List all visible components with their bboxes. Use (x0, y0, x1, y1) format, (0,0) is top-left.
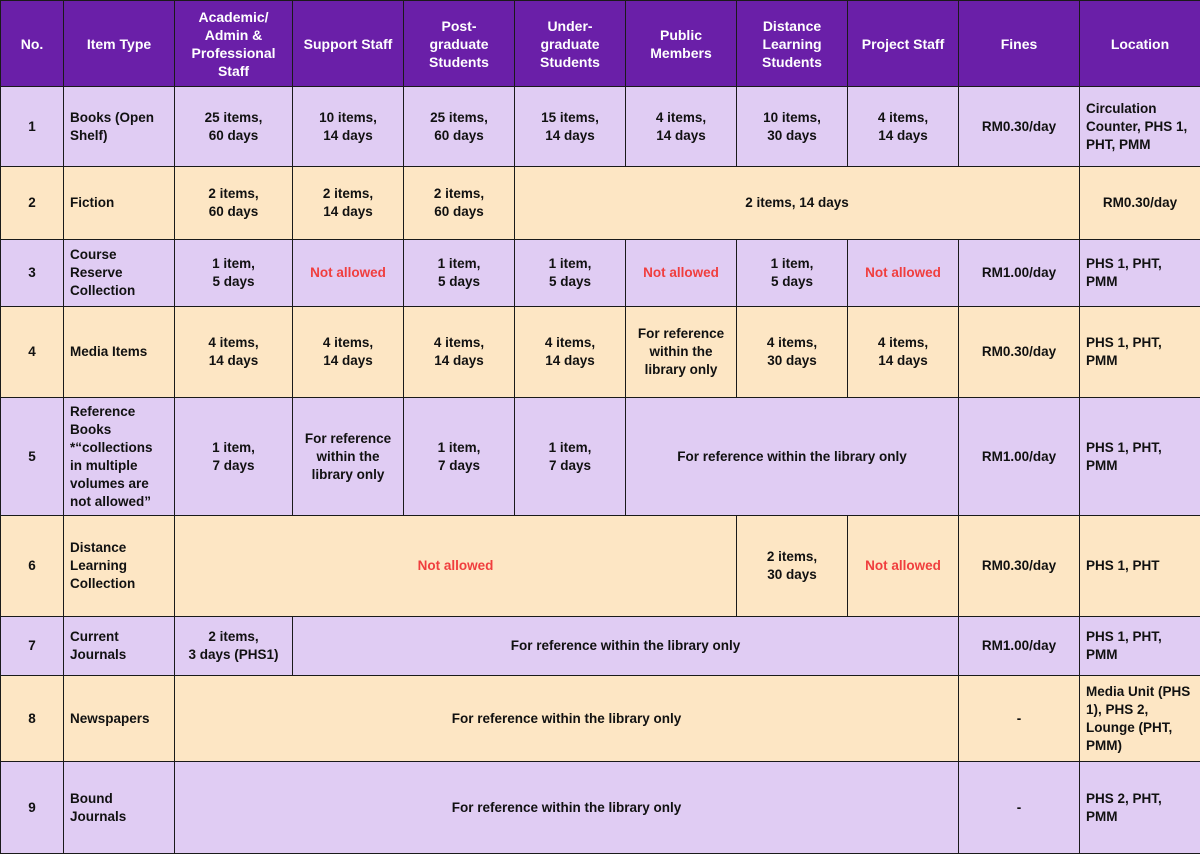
cell-academic: 1 item, 7 days (175, 398, 293, 516)
header-support-staff: Support Staff (293, 1, 404, 87)
cell-location: PHS 1, PHT, PMM (1080, 398, 1200, 516)
header-academic-staff: Academic/ Admin & Professional Staff (175, 1, 293, 87)
cell-no: 5 (1, 398, 64, 516)
cell-location: PHS 2, PHT, PMM (1080, 762, 1200, 854)
cell-merged-all-patrons: For reference within the library only (175, 676, 959, 762)
cell-academic: 2 items, 3 days (PHS1) (175, 617, 293, 676)
table-row (1, 307, 1200, 398)
cell-support: 2 items, 14 days (293, 167, 404, 240)
cell-fines: RM0.30/day (959, 516, 1080, 617)
table-header (1, 1, 1200, 87)
cell-fines: RM1.00/day (959, 240, 1080, 307)
cell-public: For reference within the library only (626, 307, 737, 398)
header-location: Location (1080, 1, 1200, 87)
cell-postgrad: 25 items, 60 days (404, 87, 515, 167)
cell-undergrad: 15 items, 14 days (515, 87, 626, 167)
cell-location: Circulation Counter, PHS 1, PHT, PMM (1080, 87, 1200, 167)
header-postgraduate: Post- graduate Students (404, 1, 515, 87)
table-row (1, 762, 1200, 854)
table-row (1, 676, 1200, 762)
cell-academic: 4 items, 14 days (175, 307, 293, 398)
cell-project-not-allowed: Not allowed (848, 516, 959, 617)
cell-item-type: Newspapers (64, 676, 175, 762)
cell-location: PHS 1, PHT, PMM (1080, 307, 1200, 398)
cell-merged-undergrad-to-project: 2 items, 14 days (515, 167, 1080, 240)
cell-no: 1 (1, 87, 64, 167)
cell-support: For reference within the library only (293, 398, 404, 516)
cell-distance: 4 items, 30 days (737, 307, 848, 398)
header-no: No. (1, 1, 64, 87)
header-item-type: Item Type (64, 1, 175, 87)
cell-project: 4 items, 14 days (848, 87, 959, 167)
cell-item-type: Course Reserve Collection (64, 240, 175, 307)
cell-no: 4 (1, 307, 64, 398)
cell-academic: 1 item, 5 days (175, 240, 293, 307)
header-undergraduate: Under- graduate Students (515, 1, 626, 87)
cell-postgrad: 1 item, 7 days (404, 398, 515, 516)
cell-item-type: Books (Open Shelf) (64, 87, 175, 167)
cell-support-not-allowed: Not allowed (293, 240, 404, 307)
cell-distance: 10 items, 30 days (737, 87, 848, 167)
cell-public-not-allowed: Not allowed (626, 240, 737, 307)
header-fines: Fines (959, 1, 1080, 87)
cell-fines: - (959, 676, 1080, 762)
cell-fines: RM1.00/day (959, 398, 1080, 516)
cell-support: 10 items, 14 days (293, 87, 404, 167)
table-row (1, 167, 1200, 240)
cell-item-type: Reference Books *“collections in multiple volumes are not allowed” (64, 398, 175, 516)
header-public-members: Public Members (626, 1, 737, 87)
cell-undergrad: 1 item, 7 days (515, 398, 626, 516)
cell-merged-all-patrons: For reference within the library only (175, 762, 959, 854)
table-row (1, 617, 1200, 676)
table-row (1, 240, 1200, 307)
cell-item-type: Bound Journals (64, 762, 175, 854)
cell-support: 4 items, 14 days (293, 307, 404, 398)
cell-fines: RM0.30/day (1080, 167, 1200, 240)
cell-no: 8 (1, 676, 64, 762)
cell-project: 4 items, 14 days (848, 307, 959, 398)
cell-fines: - (959, 762, 1080, 854)
header-project-staff: Project Staff (848, 1, 959, 87)
cell-distance: 2 items, 30 days (737, 516, 848, 617)
cell-no: 9 (1, 762, 64, 854)
cell-merged-academic-to-public-not-allowed: Not allowed (175, 516, 737, 617)
cell-item-type: Media Items (64, 307, 175, 398)
cell-item-type: Fiction (64, 167, 175, 240)
cell-no: 3 (1, 240, 64, 307)
cell-item-type: Distance Learning Collection (64, 516, 175, 617)
cell-project-not-allowed: Not allowed (848, 240, 959, 307)
cell-location: PHS 1, PHT, PMM (1080, 617, 1200, 676)
cell-distance: 1 item, 5 days (737, 240, 848, 307)
cell-location: PHS 1, PHT (1080, 516, 1200, 617)
cell-undergrad: 1 item, 5 days (515, 240, 626, 307)
header-row (1, 1, 1200, 87)
cell-fines: RM0.30/day (959, 87, 1080, 167)
table-row (1, 398, 1200, 516)
cell-location: PHS 1, PHT, PMM (1080, 240, 1200, 307)
table-row (1, 87, 1200, 167)
cell-no: 2 (1, 167, 64, 240)
cell-postgrad: 1 item, 5 days (404, 240, 515, 307)
cell-no: 7 (1, 617, 64, 676)
cell-academic: 25 items, 60 days (175, 87, 293, 167)
cell-academic: 2 items, 60 days (175, 167, 293, 240)
cell-no: 6 (1, 516, 64, 617)
cell-location: Media Unit (PHS 1), PHS 2, Lounge (PHT, PMM) (1080, 676, 1200, 762)
cell-fines: RM1.00/day (959, 617, 1080, 676)
cell-public: 4 items, 14 days (626, 87, 737, 167)
cell-item-type: Current Journals (64, 617, 175, 676)
cell-postgrad: 2 items, 60 days (404, 167, 515, 240)
table-row (1, 516, 1200, 617)
cell-fines: RM0.30/day (959, 307, 1080, 398)
header-distance-learning: Distance Learning Students (737, 1, 848, 87)
cell-postgrad: 4 items, 14 days (404, 307, 515, 398)
cell-merged-public-to-project: For reference within the library only (626, 398, 959, 516)
cell-merged-support-to-project: For reference within the library only (293, 617, 959, 676)
cell-undergrad: 4 items, 14 days (515, 307, 626, 398)
